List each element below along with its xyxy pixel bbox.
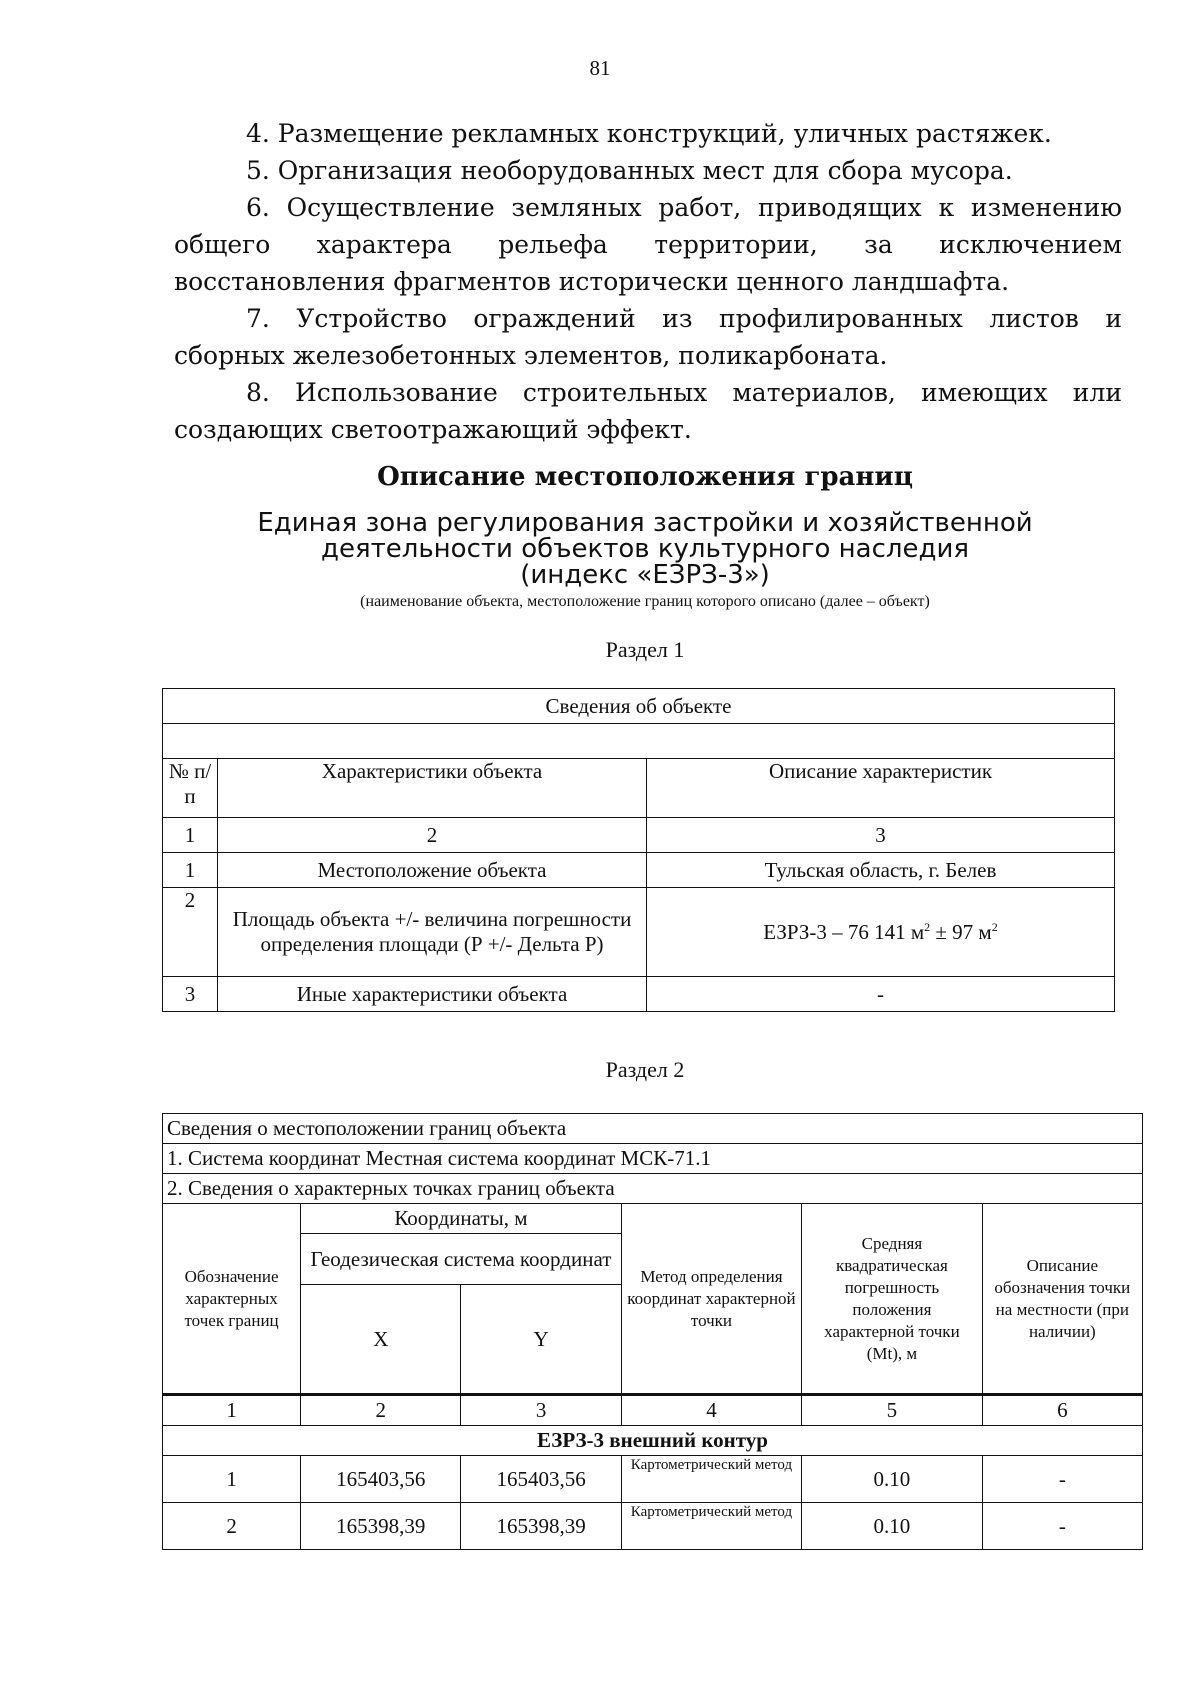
header-x: X [301,1285,461,1395]
table-row [163,977,1115,1012]
object-caption: (наименование объекта, местоположение границ которого описано (далее – объект) [360,593,930,610]
cell-y: 165398,39 [461,1503,621,1550]
index-cell: 2 [218,818,647,853]
section1-heading: Раздел 1 [605,637,685,662]
index-cell: 2 [301,1395,461,1426]
object-name [0,510,1200,588]
object-name-line: деятельности объектов культурного наследия [320,534,970,564]
row-char: Иные характеристики объекта [218,977,647,1012]
index-cell: 4 [621,1395,801,1426]
table-row [163,1503,1143,1550]
row-char: Местоположение объекта [218,853,647,888]
cell-mt: 0.10 [802,1456,982,1503]
row-num: 3 [163,977,218,1012]
page-number: 81 [589,56,611,80]
table-title: Сведения о местоположении границ объекта [163,1114,1143,1144]
paragraph: 5. Организация необорудованных мест для сбора мусора. [246,156,1013,185]
cell-desc: - [982,1503,1142,1550]
cell-point: 2 [163,1503,301,1550]
paragraph: 6. Осуществление земляных работ, приводящих к изменению общего характера рельефа территории, за исключением восстановления фрагментов исторически ценного ландшафта. [174,193,1122,296]
row-desc: ЕЗРЗ-3 – 76 141 $м^2 \pm 97$ $м^2$ [647,888,1115,977]
col-header-desc: Описание характеристик [647,759,1115,818]
row-desc: Тульская область, г. Белев [647,853,1115,888]
cell-method: Картометрический метод [621,1456,801,1503]
row-num: 1 [163,853,218,888]
paragraph: 8. Использование строительных материалов, имеющих или создающих светоотражающий эффект. [174,378,1122,444]
row-char: Площадь объекта +/- величина погрешности определения площади (Р +/- Дельта Р) [218,888,647,977]
index-cell: 1 [163,818,218,853]
row-num: 2 [163,888,218,977]
header-coordinates: Координаты, м [301,1204,622,1234]
header-error: Средняя квадратическая погрешность положения характерной точки (Mt), м [802,1204,982,1395]
points-caption: 2. Сведения о характерных точках границ объекта [163,1174,1143,1204]
col-header-char: Характеристики объекта [218,759,647,818]
cell-y: 165403,56 [461,1456,621,1503]
cell-x: 165403,56 [301,1456,461,1503]
object-info-table [162,688,1115,1012]
object-name-line: Единая зона регулирования застройки и хозяйственной [257,508,1033,538]
cell-desc: - [982,1456,1142,1503]
index-cell: 3 [647,818,1115,853]
section-title: Описание местоположения границ [377,462,913,492]
index-cell: 5 [802,1395,982,1426]
paragraph: 4. Размещение рекламных конструкций, уличных растяжек. [246,119,1052,148]
header-designation: Обозначение характерных точек границ [163,1204,301,1395]
cell-mt: 0.10 [802,1503,982,1550]
coordinate-system: 1. Система координат Местная система координат МСК-71.1 [163,1144,1143,1174]
contour-label: ЕЗРЗ-3 внешний контур [163,1426,1143,1456]
object-name-line: (индекс «ЕЗРЗ-3») [520,560,770,590]
empty-row [163,724,1115,759]
paragraph: 7. Устройство ограждений из профилированных листов и сборных железобетонных элементов, поликарбоната. [174,304,1122,370]
cell-method: Картометрический метод [621,1503,801,1550]
body-text [174,115,1122,448]
index-cell: 3 [461,1395,621,1426]
table-row [163,853,1115,888]
table-row [163,1456,1143,1503]
cell-point: 1 [163,1456,301,1503]
cell-x: 165398,39 [301,1503,461,1550]
table-title: Сведения об объекте [163,689,1115,724]
index-cell: 1 [163,1395,301,1426]
table-row [163,888,1115,977]
section2-heading: Раздел 2 [605,1057,685,1082]
header-geodetic: Геодезическая система координат [301,1234,622,1285]
header-y: Y [461,1285,621,1395]
header-description: Описание обозначения точки на местности (при наличии) [982,1204,1142,1395]
index-cell: 6 [982,1395,1142,1426]
boundary-points-table [162,1113,1143,1550]
col-header-num: № п/п [163,759,218,818]
row-desc: - [647,977,1115,1012]
header-method: Метод определения координат характерной точки [621,1204,801,1395]
